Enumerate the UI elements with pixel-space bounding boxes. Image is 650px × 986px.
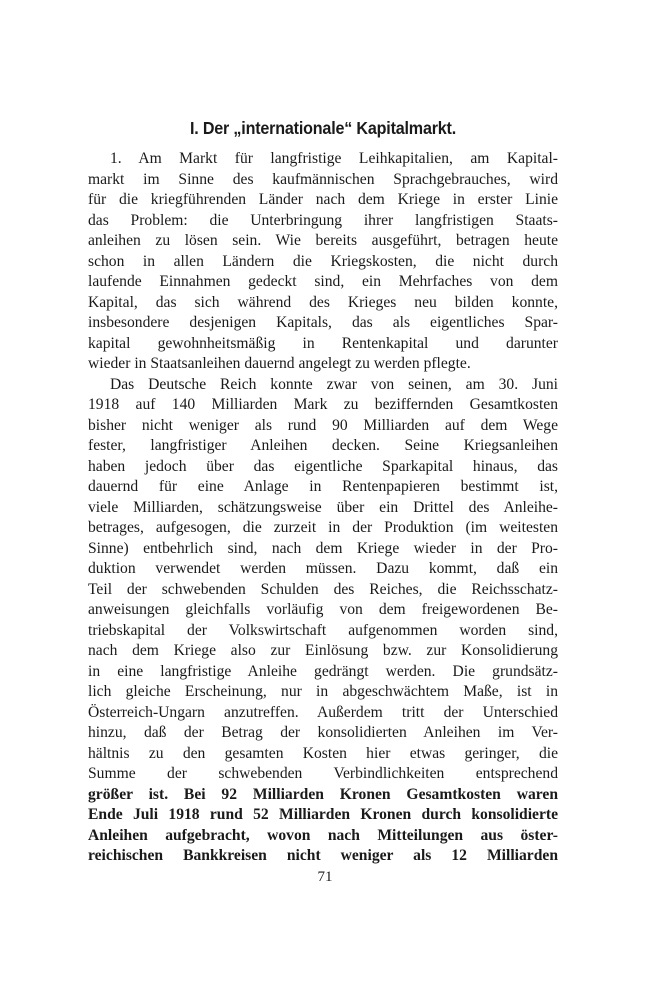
- text-line: hinzu, daß der Betrag der konsolidierten Anleihen im Ver-: [88, 724, 558, 741]
- text-line: nach dem Kriege also zur Einlösung bzw. zur Konsolidierung: [88, 642, 558, 659]
- page-number: 71: [317, 869, 333, 885]
- text-line: reichischen Bankkreisen nicht weniger als 12 Milliarden: [88, 847, 558, 864]
- text-line: bisher nicht weniger als rund 90 Milliarden auf dem Wege: [88, 416, 558, 434]
- text-line: 1918 auf 140 Milliarden Mark zu beziffernden Gesamtkosten: [88, 396, 558, 413]
- text-line: triebskapital der Volkswirtschaft aufgenommen worden sind,: [88, 621, 558, 639]
- text-line: in eine langfristige Anleihe gedrängt werden. Die grundsätz-: [88, 662, 558, 680]
- section-heading: I. Der „internationale“ Kapitalmarkt.: [189, 118, 457, 138]
- text-line: Ende Juli 1918 rund 52 Milliarden Kronen durch konsolidierte: [88, 806, 558, 823]
- text-line: wieder in Staatsanleihen dauernd angelegt zu werden pflegte.: [88, 355, 471, 372]
- text-line: Anleihen aufgebracht, wovon nach Mitteilungen aus öster-: [88, 826, 558, 844]
- text-block: [88, 149, 558, 867]
- text-line: duktion verwendet werden müssen. Dazu kommt, daß ein: [88, 560, 558, 577]
- text-line: kapital gewohnheitsmäßig in Rentenkapital und darunter: [88, 334, 558, 352]
- text-line: anleihen zu lösen sein. Wie bereits ausgeführt, betragen heute: [88, 232, 558, 249]
- text-line: fester, langfristiger Anleihen decken. Seine Kriegsanleihen: [88, 437, 558, 454]
- text-line: Das Deutsche Reich konnte zwar von seinen, am 30. Juni: [110, 375, 558, 393]
- text-line: Teil der schwebenden Schulden des Reiches, die Reichsschatz-: [88, 580, 558, 598]
- page-body: [88, 118, 558, 867]
- text-line: 1. Am Markt für langfristige Leihkapitalien, am Kapital-: [110, 150, 558, 167]
- text-line: Kapital, das sich während des Krieges neu bilden konnte,: [88, 293, 558, 311]
- text-line: lich gleiche Erscheinung, nur in abgeschwächtem Maße, ist in: [88, 683, 558, 700]
- text-line: Sinne) entbehrlich sind, nach dem Kriege wieder in der Pro-: [88, 539, 558, 557]
- text-line: markt im Sinne des kaufmännischen Sprachgebrauches, wird: [88, 170, 558, 188]
- text-line: viele Milliarden, schätzungsweise über ein Drittel des Anleihe-: [88, 498, 558, 516]
- text-line: betrages, aufgesogen, die zurzeit in der Produktion (im weitesten: [88, 519, 558, 536]
- text-line: für die kriegführenden Länder nach dem Kriege in erster Linie: [88, 191, 558, 208]
- text-line: schon in allen Ländern die Kriegskosten, die nicht durch: [88, 252, 558, 270]
- text-line: Summe der schwebenden Verbindlichkeiten entsprechend: [88, 765, 558, 782]
- text-line: laufende Einnahmen gedeckt sind, ein Mehrfaches von dem: [88, 273, 558, 290]
- text-line: das Problem: die Unterbringung ihrer langfristigen Staats-: [88, 211, 558, 229]
- text-line: insbesondere desjenigen Kapitals, das als eigentliches Spar-: [88, 314, 558, 331]
- text-line: haben jedoch über das eigentliche Sparkapital hinaus, das: [88, 457, 558, 475]
- text-line: anweisungen gleichfalls vorläufig von dem freigewordenen Be-: [88, 601, 558, 618]
- text-line: hältnis zu den gesamten Kosten hier etwas geringer, die: [88, 744, 558, 762]
- text-line: größer ist. Bei 92 Milliarden Kronen Gesamtkosten waren: [88, 785, 558, 803]
- text-line: Österreich-Ungarn anzutreffen. Außerdem tritt der Unterschied: [88, 703, 558, 721]
- text-line: dauernd für eine Anlage in Rentenpapieren bestimmt ist,: [88, 478, 558, 495]
